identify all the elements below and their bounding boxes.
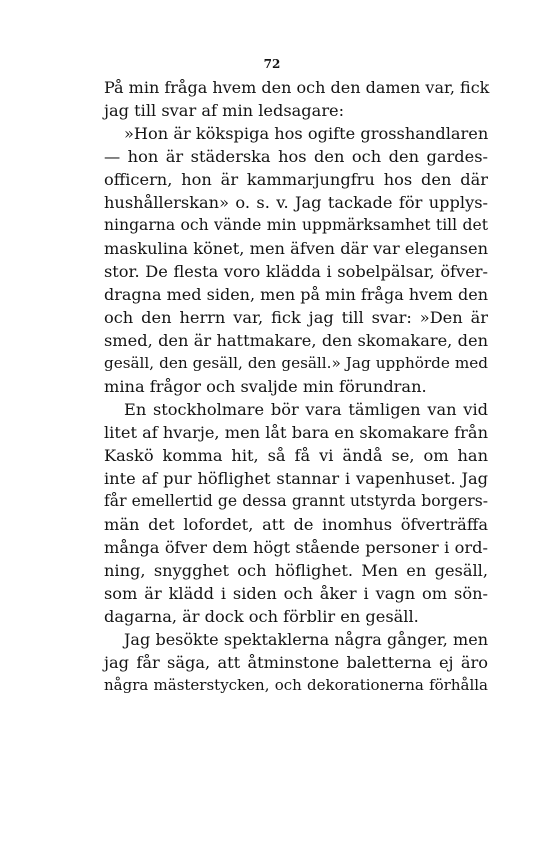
- text-line: några mästerstycken, och dekorationerna förhålla: [104, 676, 488, 694]
- text-line: På min fråga hvem den och den damen var, fick: [104, 78, 490, 97]
- text-line: många öfver dem högt stående personer i ord-: [104, 538, 488, 557]
- text-line: maskulina könet, men äfven där var elegansen: [104, 239, 488, 258]
- text-line: ning, snygghet och höflighet. Men en gesäll,: [104, 561, 488, 580]
- text-line: — hon är städerska hos den och den gardes-: [104, 147, 488, 166]
- text-line: smed, den är hattmakare, den skomakare, den: [104, 331, 488, 350]
- body-text: [104, 76, 488, 697]
- text-line: ningarna och vände min uppmärksamhet till det: [104, 216, 488, 234]
- text-line: »Hon är kökspiga hos ogifte grosshandlaren: [124, 124, 489, 143]
- text-line: stor. De flesta voro klädda i sobelpälsar, öfver-: [104, 262, 488, 281]
- text-line: som är klädd i siden och åker i vagn om sön-: [104, 584, 488, 603]
- text-line: jag får säga, att åtminstone baletterna ej äro: [104, 653, 488, 672]
- text-line: inte af pur höflighet stannar i vapenhuset. Jag: [104, 469, 488, 488]
- text-line: officern, hon är kammarjungfru hos den där: [104, 170, 488, 189]
- text-line: gesäll, den gesäll, den gesäll.» Jag upphörde med: [104, 354, 488, 372]
- text-line: Kaskö komma hit, så få vi ändå se, om han: [104, 446, 488, 465]
- text-line: och den herrn var, fick jag till svar: »Den är: [104, 308, 488, 327]
- text-line: får emellertid ge dessa grannt utstyrda borgers-: [104, 492, 488, 510]
- text-line: dagarna, är dock och förblir en gesäll.: [104, 607, 419, 626]
- page-number: 72: [263, 57, 281, 71]
- text-line: Jag besökte spektaklerna några gånger, men: [124, 630, 488, 649]
- text-line: jag till svar af min ledsagare:: [104, 101, 345, 120]
- text-line: litet af hvarje, men låt bara en skomakare från: [104, 423, 488, 442]
- text-line: män det lofordet, att de inomhus öfverträffa: [104, 515, 488, 534]
- text-line: hushållerskan» o. s. v. Jag tackade för upplys-: [104, 193, 488, 212]
- text-line: mina frågor och svaljde min förundran.: [104, 377, 427, 396]
- text-line: En stockholmare bör vara tämligen van vid: [124, 400, 488, 419]
- text-line: dragna med siden, men på min fråga hvem den: [104, 285, 488, 304]
